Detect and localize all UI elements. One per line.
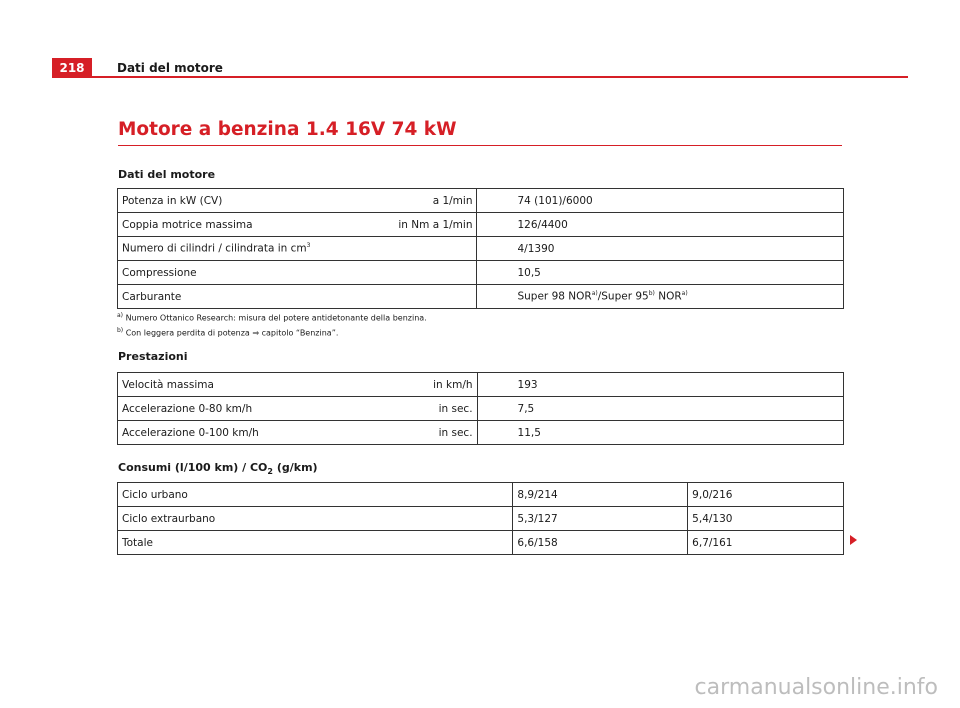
table-cell-label: Accelerazione 0-80 km/h in sec.: [118, 397, 478, 421]
next-page-arrow-icon: [850, 535, 857, 545]
table-cell-value: 193: [477, 373, 843, 397]
engine-section-title: Dati del motore: [118, 168, 216, 181]
table-row: [118, 421, 844, 445]
table-row: [118, 397, 844, 421]
table-cell-value: 5,4/130: [688, 507, 844, 531]
performance-section-title: Prestazioni: [118, 350, 188, 363]
consumption-table: [117, 482, 844, 555]
table-cell-value: 11,5: [477, 421, 843, 445]
table-cell-label: Velocità massima in km/h: [118, 373, 478, 397]
table-row: [118, 213, 844, 237]
table-cell-value: 74 (101)/6000: [477, 189, 844, 213]
table-cell-label: Compressione: [118, 261, 477, 285]
table-cell-label: Numero di cilindri / cilindrata in $cm^3$: [118, 237, 477, 261]
engine-table: [117, 188, 844, 309]
table-row: [118, 237, 844, 261]
table-cell-label: Potenza in kW (CV) a 1/min: [118, 189, 477, 213]
table-cell-label: Accelerazione 0-100 km/h in sec.: [118, 421, 478, 445]
table-cell-value: 4/1390: [477, 237, 844, 261]
footnotes: [117, 310, 427, 339]
table-cell-label: Totale: [118, 531, 513, 555]
table-cell-value: Super 98 NOR$^{a)}$/Super 95$^{b)}$ NOR$^{a)}$: [477, 285, 844, 309]
table-cell-value: 6,7/161: [688, 531, 844, 555]
page-title: Motore a benzina 1.4 16V 74 kW: [118, 119, 457, 140]
table-cell-label: Ciclo urbano: [118, 483, 513, 507]
table-row: [118, 189, 844, 213]
table-cell-value: 8,9/214: [513, 483, 688, 507]
header-rule: [52, 76, 908, 78]
performance-table: [117, 372, 844, 445]
table-row: [118, 285, 844, 309]
page-number: 218: [52, 58, 92, 78]
table-cell-label: Ciclo extraurbano: [118, 507, 513, 531]
table-row: [118, 531, 844, 555]
table-row: [118, 373, 844, 397]
title-rule: [118, 145, 842, 146]
table-cell-value: 9,0/216: [688, 483, 844, 507]
consumption-section-title: Consumi (l/100 $km) / CO_2$ (g/km): [118, 461, 318, 477]
header-title: Dati del motore: [117, 61, 223, 75]
table-row: [118, 483, 844, 507]
table-cell-label: Coppia motrice massima in Nm a 1/min: [118, 213, 477, 237]
table-cell-label: Carburante: [118, 285, 477, 309]
table-cell-value: 6,6/158: [513, 531, 688, 555]
table-cell-value: 126/4400: [477, 213, 844, 237]
table-cell-value: 5,3/127: [513, 507, 688, 531]
table-row: [118, 507, 844, 531]
footnote: $^{a)}$ Numero Ottanico Research: misura del potere antidetonante della benzina.: [117, 312, 427, 323]
footnote: $^{b)}$ Con leggera perdita di potenza ⇒ capitolo “Benzina”.: [117, 326, 339, 338]
table-row: [118, 261, 844, 285]
table-cell-value: 7,5: [477, 397, 843, 421]
table-cell-value: 10,5: [477, 261, 844, 285]
watermark: carmanualsonline.info: [694, 675, 938, 700]
